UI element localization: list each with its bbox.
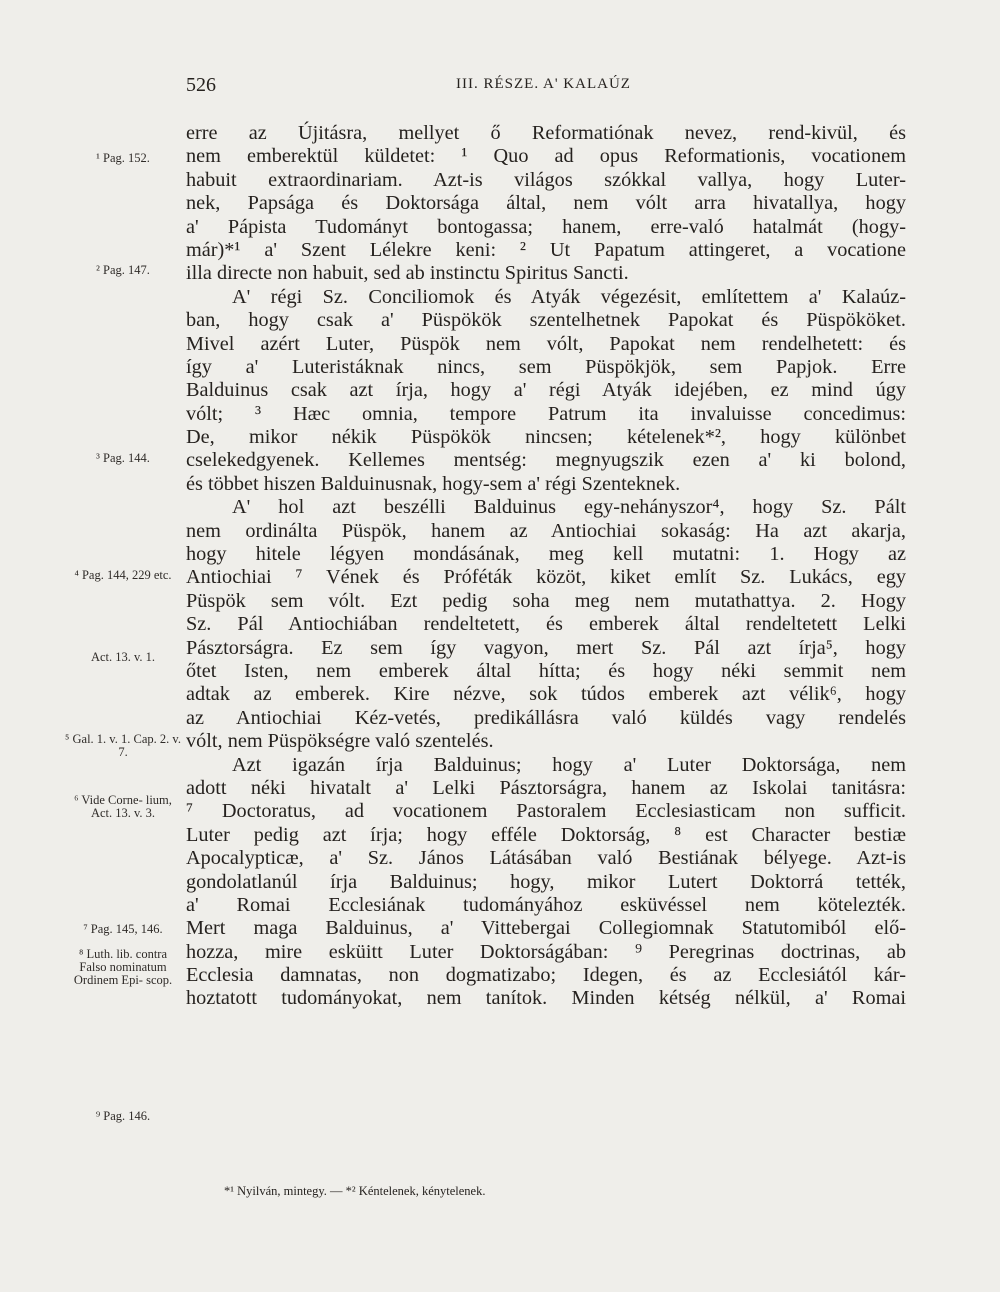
page-header <box>0 74 1000 98</box>
text-line: Mert maga Balduinus, a' Vittebergai Collegiomnak Statutomiból elő- <box>186 917 906 940</box>
text-line: erre az Újitásra, mellyet ő Reformatiónak nevez, rend-kivül, és <box>186 122 906 144</box>
text-line: Mivel azért Luter, Püspök nem vólt, Papokat nem rendelhetett: és <box>186 332 906 355</box>
text-line: A' régi Sz. Conciliomok és Atyák végezésit, említettem a' Kalaúz- <box>232 285 906 308</box>
text-line: Ecclesia damnatas, non dogmatizabo; Idegen, és az Ecclesiától kár- <box>186 964 906 987</box>
text-line: gondolatlanúl írja Balduinus; hogy, mikor Lutert Doktorrá tették, <box>186 870 906 893</box>
margin-note: ⁹ Pag. 146. <box>95 1109 151 1123</box>
text-line: Luter pedig azt írja; hogy efféle Doktorság, ⁸ est Character bestiæ <box>186 823 906 846</box>
text-line: Püspök sem vólt. Ezt pedig soha meg nem mutathattya. 2. Hogy <box>186 589 906 612</box>
text-line: ⁷ Doctoratus, ad vocationem Pastoralem Ecclesiasticam non sufficit. <box>186 800 906 823</box>
running-head: III. RÉSZE. A' KALAÚZ <box>456 76 631 92</box>
text-line: illa directe non habuit, sed ab instinctu Spiritus Sancti. <box>186 262 629 285</box>
margin-note: ⁶ Vide Corne- lium, Act. 13. v. 3. <box>74 793 172 820</box>
text-line: nek, Papsága és Doktorsága által, nem vólt arra hivatallya, hogy <box>186 192 906 215</box>
text-line: a' Pápista Tudományt bontogassa; hanem, erre-való hatalmát (hogy- <box>186 215 906 238</box>
text-line: vólt, nem Püspökségre való szentelés. <box>186 730 494 753</box>
text-line: Sz. Pál Antiochiában rendeltetett, és emberek által rendeltetett Lelki <box>186 613 906 636</box>
body-text <box>186 122 906 1011</box>
text-line: Balduinus csak azt írja, hogy a' régi Atyák idejében, ez mind úgy <box>186 379 906 402</box>
margin-note: ⁵ Gal. 1. v. 1. Cap. 2. v. 7. <box>65 732 181 759</box>
margin-note: ² Pag. 147. <box>96 263 150 277</box>
text-line: Azt igazán írja Balduinus; hogy a' Luter Doktorsága, nem <box>232 753 906 776</box>
text-line: így a' Luteristáknak nincs, sem Püspökjök, sem Papjok. Erre <box>186 355 906 378</box>
text-line: nem ordinálta Püspök, hanem az Antiochiai sokaság: Ha azt akarja, <box>186 519 906 542</box>
text-line: Apocalypticæ, a' Sz. János Látásában való Bestiának bélyege. Azt-is <box>186 847 906 870</box>
margin-note: ¹ Pag. 152. <box>96 151 150 165</box>
text-line: hoztatott tudományokat, nem tanítok. Minden kétség nélkül, a' Romai <box>186 987 906 1010</box>
text-line: habuit extraordinariam. Azt-is világos szókkal vallya, hogy Luter- <box>186 168 906 191</box>
text-line: őtet Isten, nem emberek által hítta; és hogy néki semmit nem <box>186 659 906 682</box>
text-line: A' hol azt beszélli Balduinus egy-nehányszor⁴, hogy Sz. Pált <box>232 496 906 519</box>
text-line: ban, hogy csak a' Püspökök szentelhetnek Papokat és Püspököket. <box>186 309 906 332</box>
text-line: a' Romai Ecclesiának tudományához esküvéssel nem kötelezték. <box>186 893 906 916</box>
text-line: nem emberektül küldetet: ¹ Quo ad opus Reformationis, vocationem <box>186 145 906 168</box>
margin-note: ⁸ Luth. lib. contra Falso nominatum Ordinem Epi- scop. <box>73 947 173 987</box>
text-line: az Antiochiai Kéz-vetés, predikállásra való küldés vagy rendelés <box>186 706 906 729</box>
text-line: hogy hitele légyen mondásának, meg kell mutatni: 1. Hogy az <box>186 543 906 566</box>
text-line: Pásztorságra. Ez sem így vagyon, mert Sz. Pál azt írja⁵, hogy <box>186 636 906 659</box>
text-line: Antiochiai ⁷ Vének és Próféták közöt, kiket említ Sz. Lukács, egy <box>186 566 906 589</box>
text-line: már)*¹ a' Szent Lélekre keni: ² Ut Papatum attingeret, a vocatione <box>186 238 906 261</box>
page-number: 526 <box>186 74 216 96</box>
footnote: *¹ Nyilván, mintegy. — *² Kéntelenek, kénytelenek. <box>224 1184 486 1198</box>
text-line: hozza, mire esküitt Luter Doktorságában: ⁹ Peregrinas doctrinas, ab <box>186 940 906 963</box>
margin-note: ³ Pag. 144. <box>96 451 150 465</box>
text-line: és többet hiszen Balduinusnak, hogy-sem a' régi Szenteknek. <box>186 472 681 495</box>
margin-note: ⁷ Pag. 145, 146. <box>83 922 163 936</box>
text-line: cselekedgyenek. Kellemes mentség: megnyugszik ezen a' ki bolond, <box>186 449 906 472</box>
text-line: adott néki hivatalt a' Lelki Pásztorságra, hanem az Iskolai tanitásra: <box>186 776 906 799</box>
text-line: De, mikor nékik Püspökök nincsen; kételenek*², hogy különbet <box>186 426 906 449</box>
margin-note: ⁴ Pag. 144, 229 etc. <box>74 568 172 582</box>
text-line: vólt; ³ Hæc omnia, tempore Patrum ita invaluisse concedimus: <box>186 402 906 425</box>
margin-note: Act. 13. v. 1. <box>90 650 156 664</box>
text-line: adtak az emberek. Kire nézve, sok túdos emberek azt vélik⁶, hogy <box>186 683 906 706</box>
